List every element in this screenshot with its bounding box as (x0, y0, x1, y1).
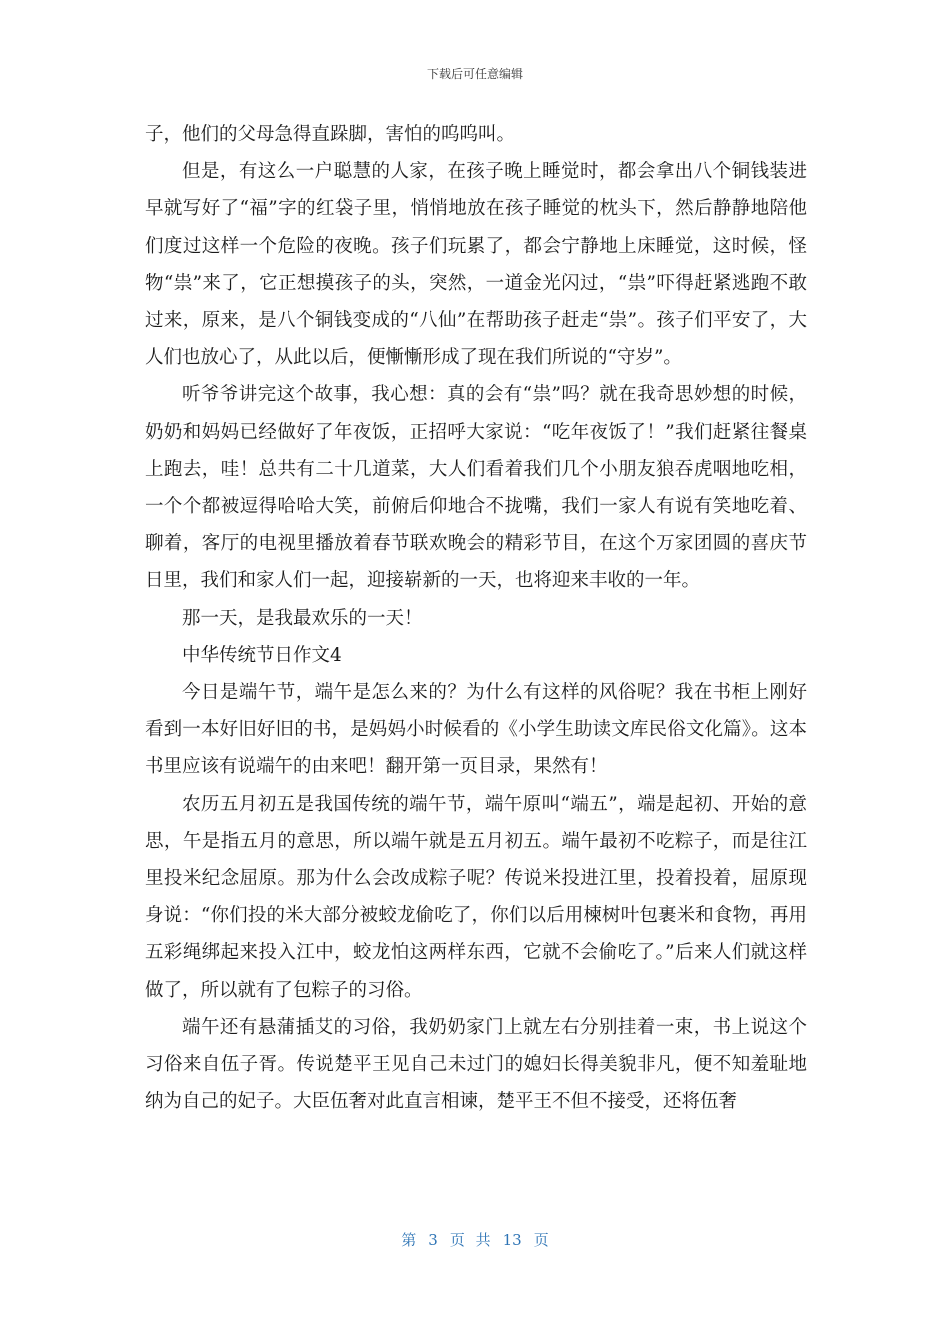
paragraph: 今日是端午节，端午是怎么来的？为什么有这样的风俗呢？我在书柜上刚好看到一本好旧好旧的书，是妈妈小时候看的《小学生助读文库民俗文化篇》。这本书里应该有说端午的由来吧！翻开第一页目录，果然有！ (145, 682, 807, 778)
paragraph: 端午还有悬蒲插艾的习俗，我奶奶家门上就左右分别挂着一束，书上说这个习俗来自伍子胥。传说楚平王见自己未过门的媳妇长得美貌非凡，便不知羞耻地纳为自己的妃子。大臣伍奢对此直言相谏，楚平王不但不接受，还将伍奢 (145, 1016, 807, 1113)
footer-suffix: 页 (533, 1231, 549, 1249)
page-header: 下载后可任意编辑 (426, 67, 523, 81)
section-heading: 中华传统节日作文4 (182, 644, 342, 666)
paragraph: 那一天，是我最欢乐的一天！ (182, 607, 423, 629)
paragraph: 子，他们的父母急得直跺脚，害怕的呜呜叫。 (145, 124, 516, 145)
footer-total-pages: 13 (502, 1231, 522, 1249)
footer-current-page: 3 (428, 1231, 438, 1249)
paragraph: 农历五月初五是我国传统的端午节，端午原叫“端五”，端是起初、开始的意思，午是指五月的意思，所以端午就是五月初五。端午最初不吃粽子，而是往江里投米纪念屈原。那为什么会改成粽子呢？传说米投进江里，投着投着，屈原现身说：“你们投的米大部分被蛟龙偷吃了，你们以后用楝树叶包裹米和食物，再用五彩绳绑起来投入江中，蛟龙怕这两样东西，它就不会偷吃了。”后来人们就这样做了，所以就有了包粽子的习俗。 (145, 793, 807, 1001)
page-footer (0, 1230, 950, 1250)
paragraph: 但是，有这么一户聪慧的人家，在孩子晚上睡觉时，都会拿出八个铜钱装进早就写好了“福”字的红袋子里，悄悄地放在孩子睡觉的枕头下，然后静静地陪他们度过这样一个危险的夜晚。孩子们玩累了，都会宁静地上床睡觉，这时候，怪物“祟”来了，它正想摸孩子的头，突然，一道金光闪过，“祟”吓得赶紧逃跑不敢过来，原来，是八个铜钱变成的“八仙”在帮助孩子赶走“祟”。孩子们平安了，大人们也放心了，从此以后，便慚慚形成了现在我们所说的“守岁”。 (145, 161, 807, 369)
paragraph: 听爷爷讲完这个故事，我心想：真的会有“祟”吗？就在我奇思妙想的时候，奶奶和妈妈已经做好了年夜饭，正招呼大家说：“吃年夜饭了！”我们赶紧往餐桌上跑去，哇！总共有二十几道菜，大人们看着我们几个小朋友狼吞虎咽地吃相，一个个都被逗得哈哈大笑，前俯后仰地合不拢嘴，我们一家人有说有笑地吃着、聊着，客厅的电视里播放着春节联欢晚会的精彩节目，在这个万家团圆的喜庆节日里，我们和家人们一起，迎接崭新的一天，也将迎来丰收的一年。 (145, 384, 807, 592)
footer-prefix: 第 (401, 1231, 417, 1249)
document-body (145, 116, 807, 1120)
footer-middle: 页 共 (449, 1231, 491, 1249)
